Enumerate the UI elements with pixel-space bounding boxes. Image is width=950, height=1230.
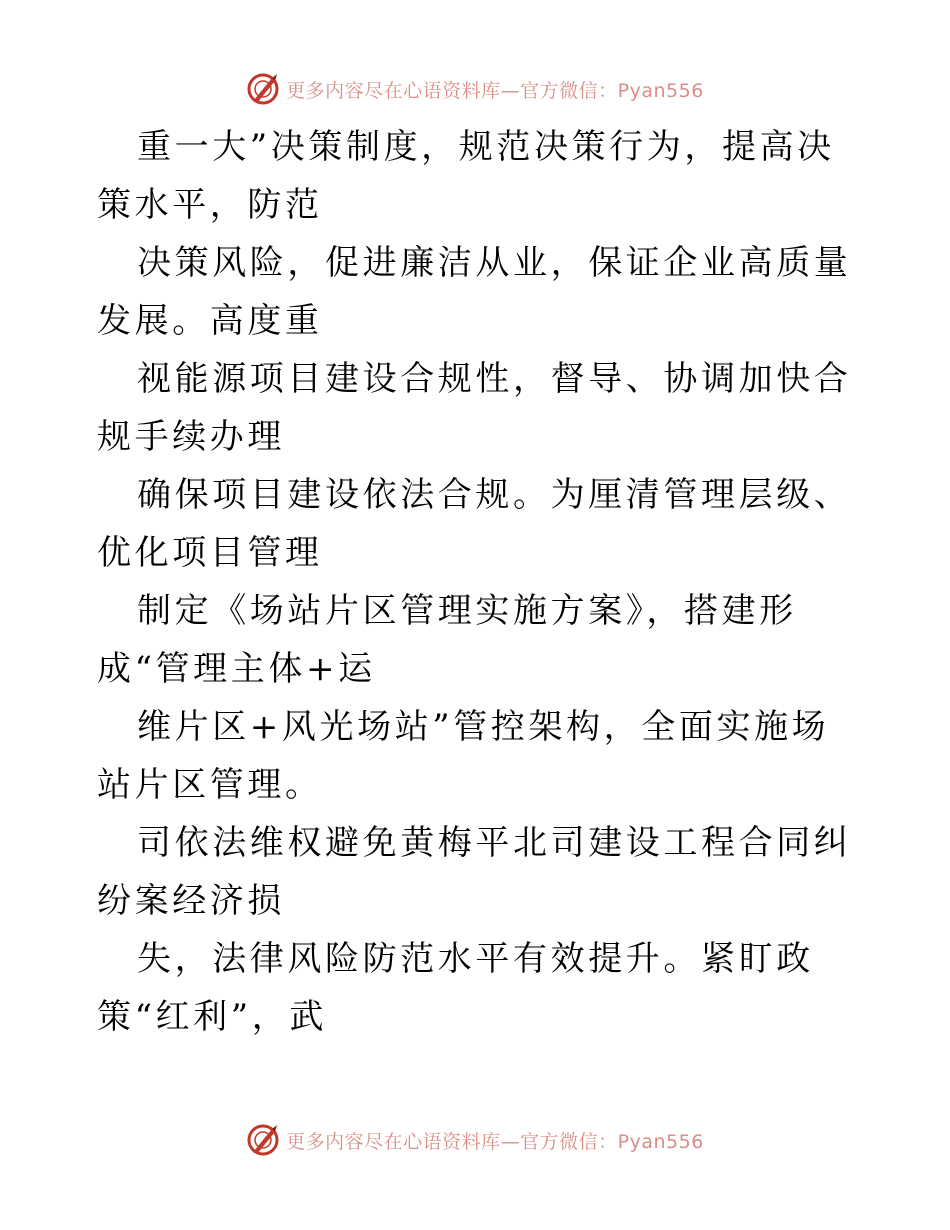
quill-pen-logo-icon bbox=[246, 72, 280, 106]
page-header bbox=[0, 72, 950, 106]
paragraph: 制定《场站片区管理实施方案》，搭建形成“管理主体+运 bbox=[97, 591, 797, 689]
paragraph: 确保项目建设依法合规。为厘清管理层级、优化项目管理 bbox=[97, 475, 852, 573]
footer-banner-text: 更多内容尽在心语资料库—官方微信：Pyan556 bbox=[286, 1130, 704, 1153]
header-banner-text: 更多内容尽在心语资料库—官方微信：Pyan556 bbox=[286, 79, 704, 102]
paragraph: 失，法律风险防范水平有效提升。紧盯政策“红利”，武 bbox=[97, 939, 814, 1037]
paragraph: 维片区+风光场站”管控架构，全面实施场站片区管理。 bbox=[97, 707, 830, 805]
paragraph: 司依法维权避免黄梅平北司建设工程合同纠纷案经济损 bbox=[97, 823, 852, 921]
paragraph: 决策风险，促进廉洁从业，保证企业高质量发展。高度重 bbox=[97, 243, 852, 341]
paragraph: 重一大”决策制度，规范决策行为，提高决策水平，防范 bbox=[97, 127, 835, 225]
quill-pen-logo-icon bbox=[246, 1123, 280, 1157]
paragraph: 视能源项目建设合规性，督导、协调加快合规手续办理 bbox=[97, 359, 852, 457]
page-footer bbox=[0, 1123, 950, 1157]
document-body bbox=[0, 118, 950, 1046]
